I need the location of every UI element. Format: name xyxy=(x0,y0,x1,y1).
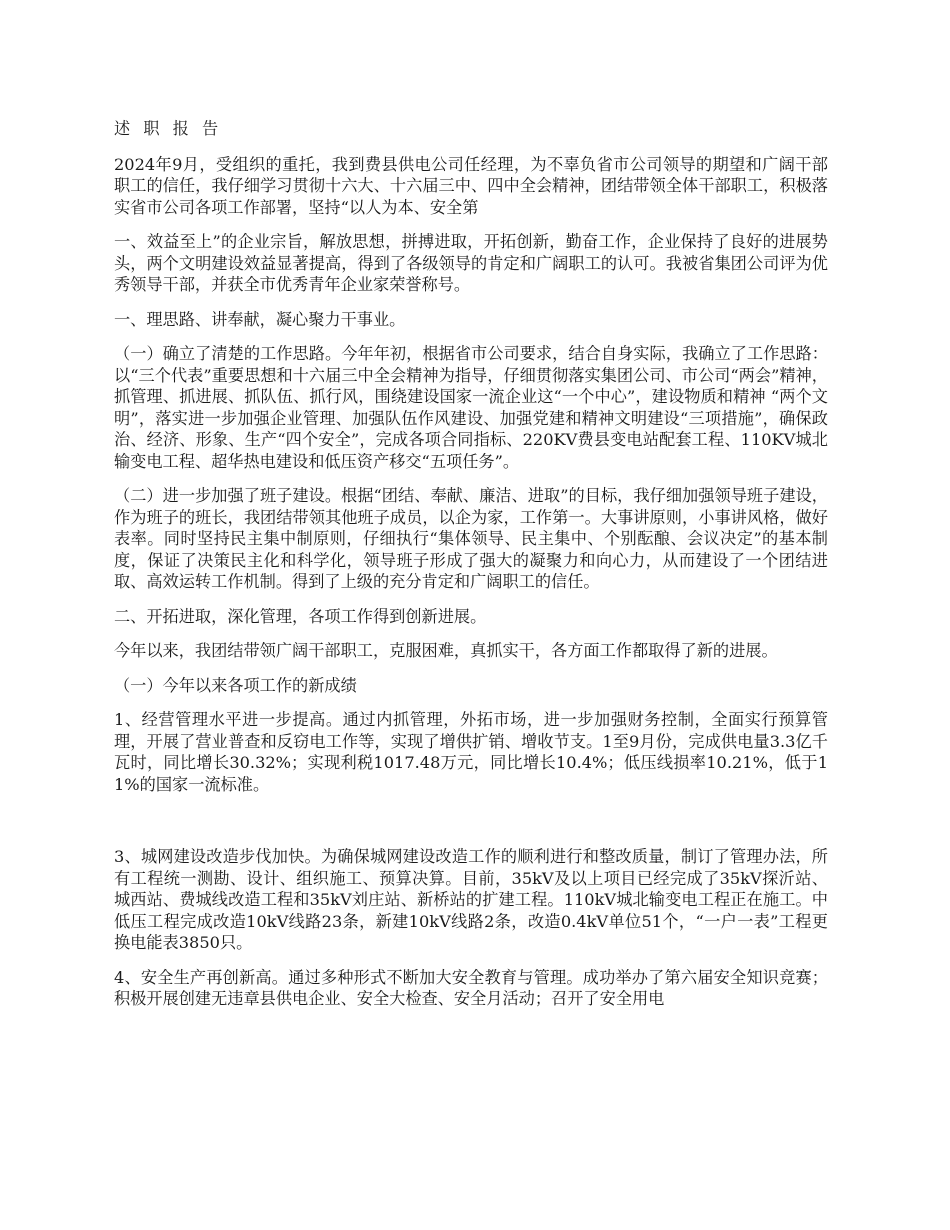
document-title: 述 职 报 告 xyxy=(114,119,223,138)
paragraph-intro-continued: 一、效益至上”的企业宗旨，解放思想，拼搏进取，开拓创新，勤奋工作，企业保持了良好的进展势头，两个文明建设效益显著提高，得到了各级领导的肯定和广阔职工的认可。我被省集团公司评为优秀领导干部，并获全市优秀青年企业家荣誉称号。 xyxy=(114,232,828,294)
paragraph-item-1-management: 1、经营管理水平进一步提高。通过内抓管理，外拓市场，进一步加强财务控制，全面实行预算管理，开展了营业普查和反窃电工作等，实现了增供扩销、增收节支。1至9月份，完成供电量3.3亿千瓦时，同比增长30.32%；实现利税1017.48万元，同比增长10.4%；低压线损率10.21%，低于11%的国家一流标准。 xyxy=(114,710,828,794)
paragraph-team-building: （二）进一步加强了班子建设。根据“团结、奉献、廉洁、进取”的目标，我仔细加强领导班子建设，作为班子的班长，我团结带领其他班子成员，以企为家，工作第一。大事讲原则，小事讲风格，做好表率。同时坚持民主集中制原则，仔细执行“集体领导、民主集中、个别酝酿、会议决定”的基本制度，保证了决策民主化和科学化，领导班子形成了强大的凝聚力和向心力，从而建设了一个团结进取、高效运转工作机制。得到了上级的充分肯定和广阔职工的信任。 xyxy=(114,486,828,591)
report-body xyxy=(114,118,828,1023)
paragraph-progress-intro: 今年以来，我团结带领广阔干部职工，克服困难，真抓实干，各方面工作都取得了新的进展。 xyxy=(114,641,778,660)
paragraph-item-4-safety: 4、安全生产再创新高。通过多种形式不断加大安全教育与管理。成功举办了第六届安全知识竞赛；积极开展创建无违章县供电企业、安全大检查、安全月活动；召开了安全用电 xyxy=(114,967,828,1008)
paragraph-item-3-grid-construction: 3、城网建设改造步伐加快。为确保城网建设改造工作的顺利进行和整改质量，制订了管理办法，所有工程统一测勘、设计、组织施工、预算决算。目前，35kV及以上项目已经完成了35kV探沂站、城西站、费城线改造工程和35kV刘庄站、新桥站的扩建工程。110kV城北输变电工程正在施工。中低压工程完成改造10kV线路23条，新建10kV线路2条，改造0.4kV单位51个，“一户一表”工程更换电能表3850只。 xyxy=(114,847,828,952)
paragraph-intro: 2024年9月，受组织的重托，我到费县供电公司任经理，为不辜负省市公司领导的期望和广阔干部职工的信任，我仔细学习贯彻十六大、十六届三中、四中全会精神，团结带领全体干部职工，积极落实省市公司各项工作部署，坚持“以人为本、安全第 xyxy=(114,154,828,217)
section-heading-1: 一、理思路、讲奉献，凝心聚力干事业。 xyxy=(114,309,406,329)
paragraph-work-ideas: （一）确立了清楚的工作思路。今年年初，根据省市公司要求，结合自身实际，我确立了工作思路：以“三个代表”重要思想和十六届三中全会精神为指导，仔细贯彻落实集团公司、市公司“两会”精神，抓管理、抓进展、抓队伍、抓行风，围绕建设国家一流企业这“一个中心”，建设物质和精神 “两个文明”，落实进一步加强企业管理、加强队伍作风建设、加强党建和精神文明建设“三项措施”，确保政治、经济、形象、生产“四个安全”，完成各项合同指标、220KV费县变电站配套工程、110KV城北输变电工程、超华热电建设和低压资产移交“五项任务”。 xyxy=(114,344,828,471)
blank-gap xyxy=(114,808,828,846)
section-heading-2: 二、开拓进取，深化管理，各项工作得到创新进展。 xyxy=(114,606,487,626)
subsection-heading-achievements: （一）今年以来各项工作的新成绩 xyxy=(114,675,357,695)
